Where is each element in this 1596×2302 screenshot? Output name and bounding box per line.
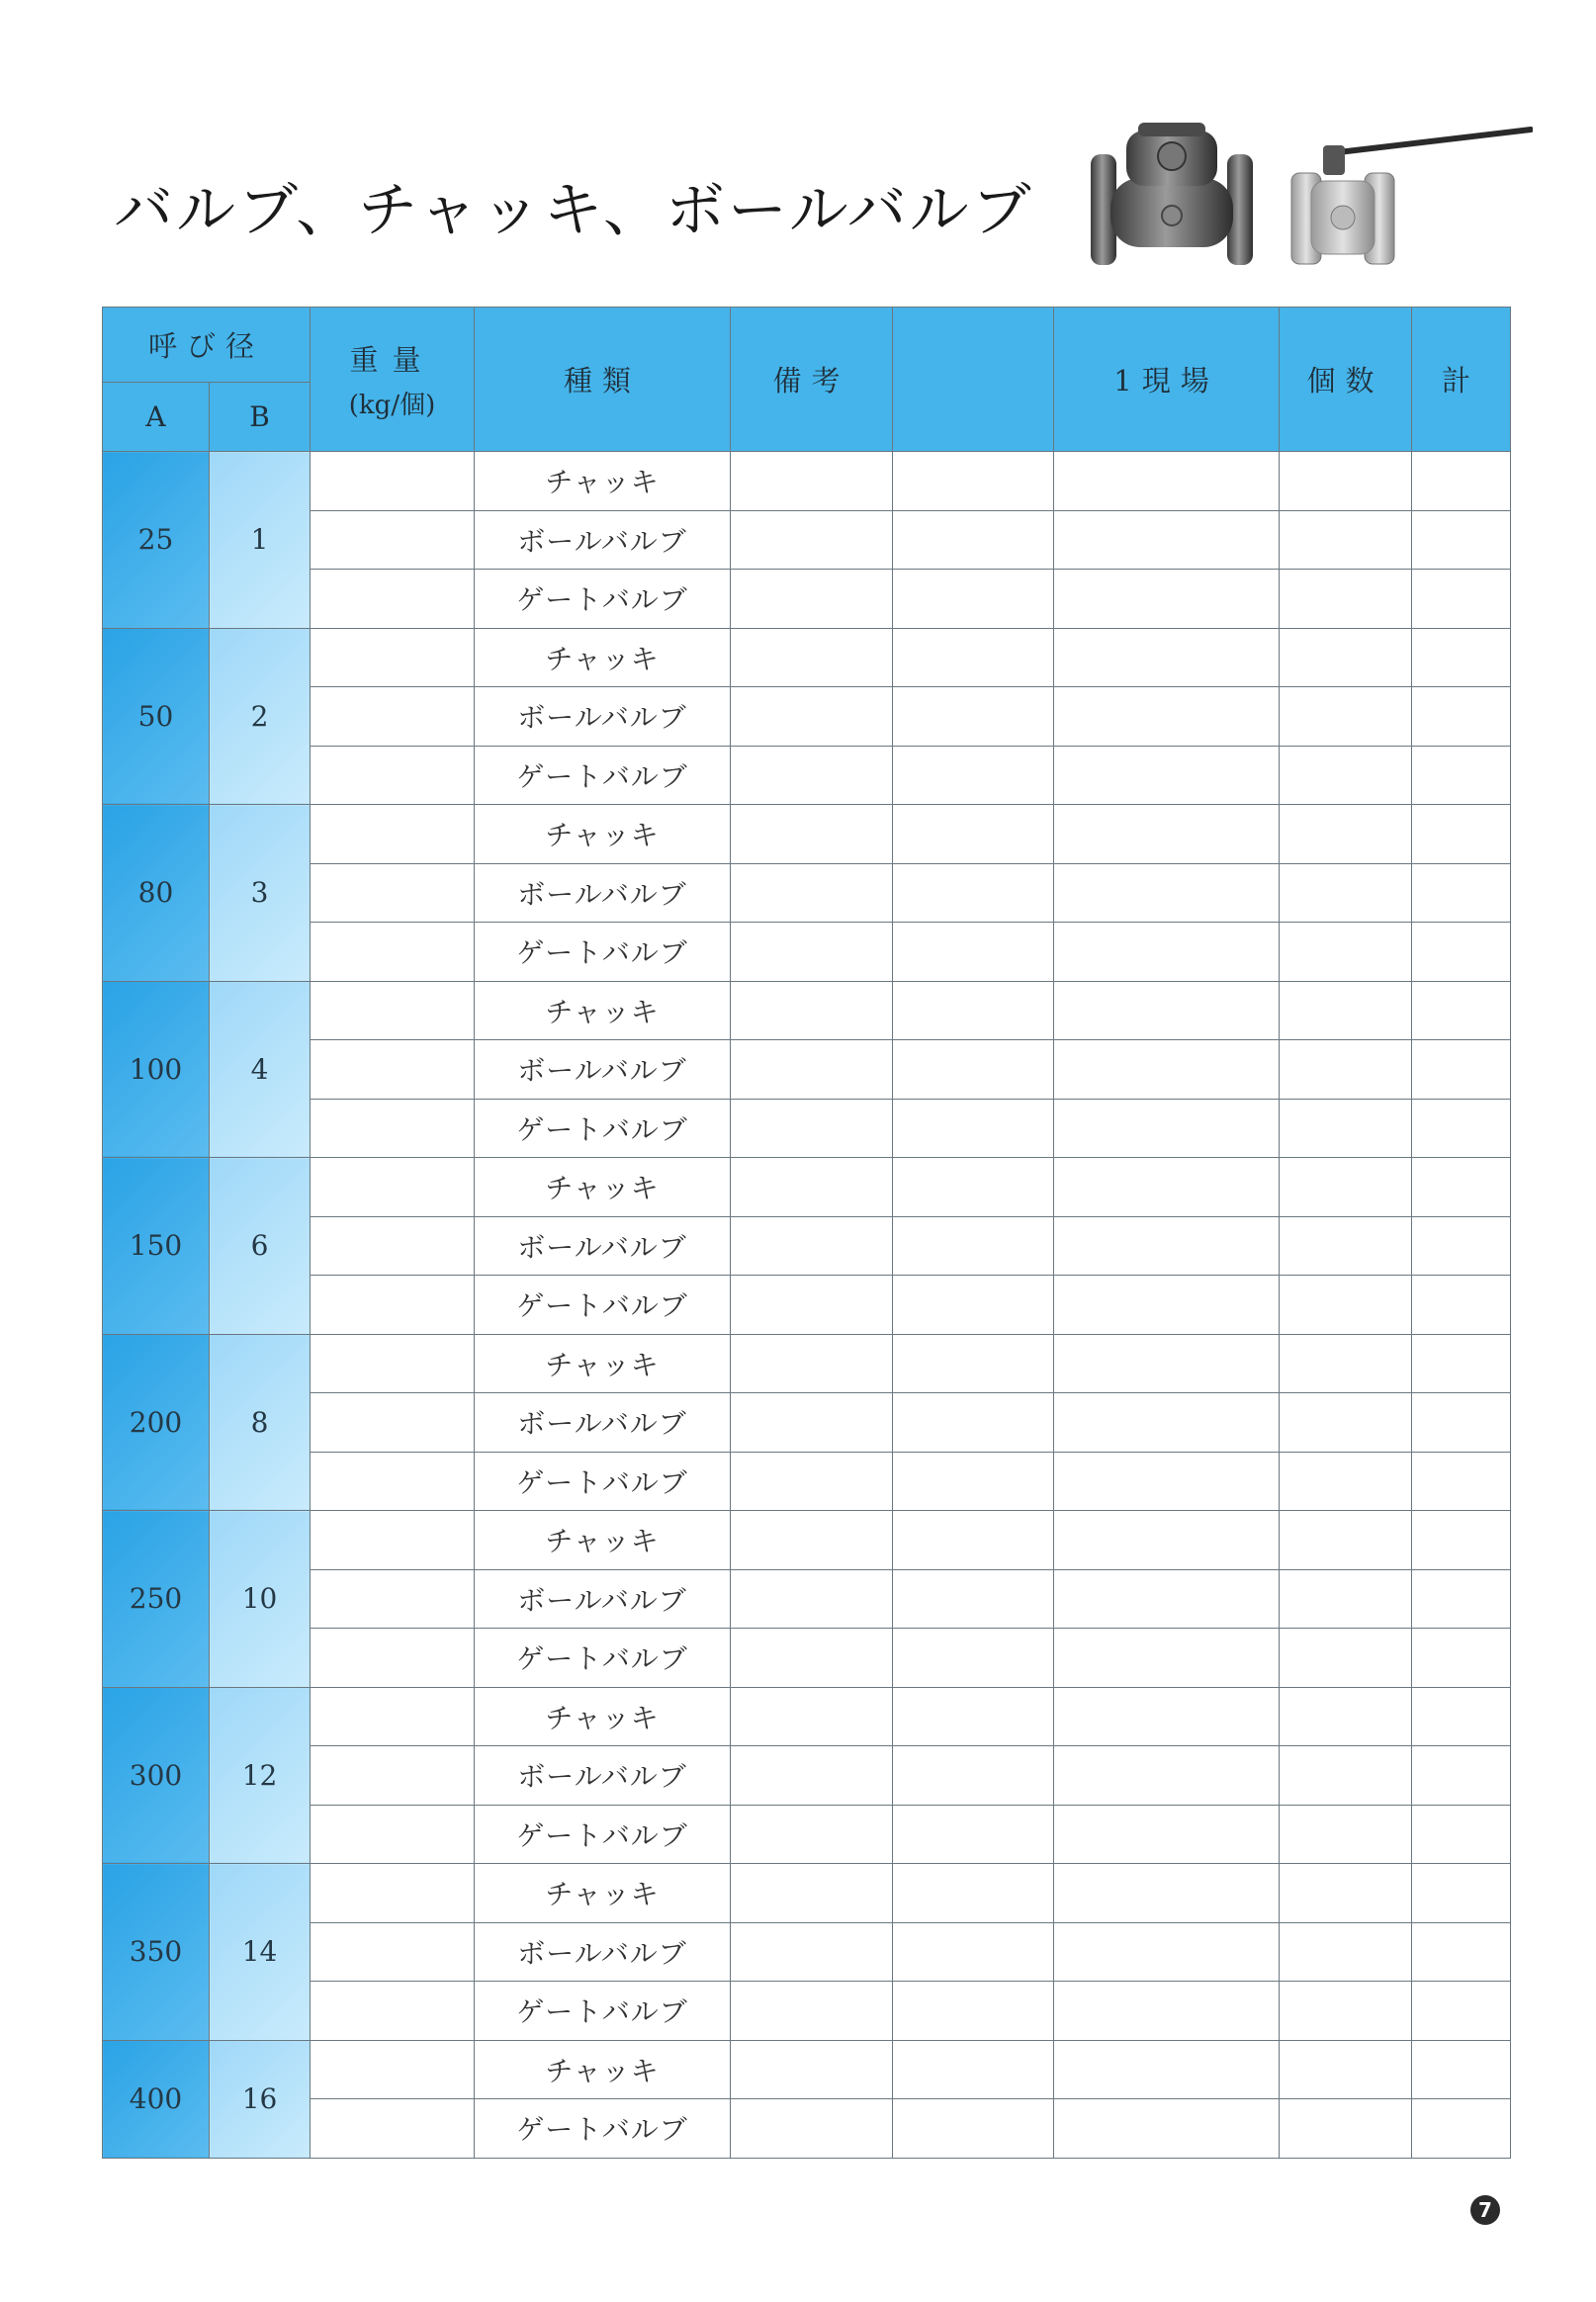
remarks-cell[interactable] xyxy=(731,452,893,511)
blank-cell[interactable] xyxy=(893,1922,1054,1982)
weight-cell[interactable] xyxy=(310,746,475,805)
count-cell[interactable] xyxy=(1280,570,1412,629)
size-a-cell: 150 xyxy=(103,1158,210,1335)
total-cell[interactable] xyxy=(1412,1334,1511,1393)
remarks-cell[interactable] xyxy=(731,1746,893,1806)
kind-cell: ゲートバルブ xyxy=(475,923,731,982)
blank-cell[interactable] xyxy=(893,452,1054,511)
weight-cell[interactable] xyxy=(310,570,475,629)
kind-cell: ボールバルブ xyxy=(475,510,731,570)
size-b-cell: 2 xyxy=(210,628,310,805)
per-site-cell[interactable] xyxy=(1054,687,1280,747)
kind-cell: ゲートバルブ xyxy=(475,1099,731,1158)
blank-cell[interactable] xyxy=(893,1276,1054,1335)
per-site-cell[interactable] xyxy=(1054,863,1280,923)
size-b-cell: 14 xyxy=(210,1864,310,2041)
per-site-cell[interactable] xyxy=(1054,805,1280,864)
total-cell[interactable] xyxy=(1412,1629,1511,1688)
weight-cell[interactable] xyxy=(310,1629,475,1688)
blank-cell[interactable] xyxy=(893,805,1054,864)
kind-cell: チャッキ xyxy=(475,452,731,511)
check-valve-photo xyxy=(1083,117,1261,275)
blank-cell[interactable] xyxy=(893,1864,1054,1923)
table-row xyxy=(103,805,1511,864)
weight-cell[interactable] xyxy=(310,510,475,570)
blank-cell[interactable] xyxy=(893,923,1054,982)
total-cell[interactable] xyxy=(1412,1864,1511,1923)
remarks-cell[interactable] xyxy=(731,687,893,747)
remarks-cell[interactable] xyxy=(731,863,893,923)
weight-cell[interactable] xyxy=(310,452,475,511)
count-cell[interactable] xyxy=(1280,1511,1412,1570)
table-row xyxy=(103,981,1511,1040)
table-row xyxy=(103,746,1511,805)
header-weight-unit: (kg/個) xyxy=(348,390,436,420)
blank-cell[interactable] xyxy=(893,570,1054,629)
count-cell[interactable] xyxy=(1280,1629,1412,1688)
kind-cell: ボールバルブ xyxy=(475,1569,731,1629)
kind-cell: ボールバルブ xyxy=(475,1216,731,1276)
table-row xyxy=(103,452,1511,511)
size-a-cell: 80 xyxy=(103,805,210,982)
weight-cell[interactable] xyxy=(310,1393,475,1453)
blank-cell[interactable] xyxy=(893,1746,1054,1806)
weight-cell[interactable] xyxy=(310,1746,475,1806)
blank-cell[interactable] xyxy=(893,1393,1054,1453)
table-row xyxy=(103,687,1511,747)
remarks-cell[interactable] xyxy=(731,1452,893,1511)
table-row xyxy=(103,510,1511,570)
per-site-cell[interactable] xyxy=(1054,2040,1280,2099)
blank-cell[interactable] xyxy=(893,628,1054,687)
per-site-cell[interactable] xyxy=(1054,1158,1280,1217)
table-row xyxy=(103,628,1511,687)
header-remarks: 備考 xyxy=(731,308,893,452)
header-per-site: 1現場 xyxy=(1054,308,1280,452)
table-row xyxy=(103,1746,1511,1806)
blank-cell[interactable] xyxy=(893,1805,1054,1864)
count-cell[interactable] xyxy=(1280,1569,1412,1629)
kind-cell: ボールバルブ xyxy=(475,687,731,747)
remarks-cell[interactable] xyxy=(731,570,893,629)
weight-cell[interactable] xyxy=(310,1452,475,1511)
table-row xyxy=(103,923,1511,982)
remarks-cell[interactable] xyxy=(731,510,893,570)
count-cell[interactable] xyxy=(1280,2099,1412,2159)
remarks-cell[interactable] xyxy=(731,1276,893,1335)
count-cell[interactable] xyxy=(1280,1040,1412,1100)
table-row xyxy=(103,1099,1511,1158)
remarks-cell[interactable] xyxy=(731,1216,893,1276)
count-cell[interactable] xyxy=(1280,1864,1412,1923)
table-row xyxy=(103,1216,1511,1276)
remarks-cell[interactable] xyxy=(731,805,893,864)
per-site-cell[interactable] xyxy=(1054,1393,1280,1453)
remarks-cell[interactable] xyxy=(731,1158,893,1217)
kind-cell: ボールバルブ xyxy=(475,1922,731,1982)
blank-cell[interactable] xyxy=(893,1569,1054,1629)
count-cell[interactable] xyxy=(1280,981,1412,1040)
table-row xyxy=(103,1864,1511,1923)
total-cell[interactable] xyxy=(1412,746,1511,805)
size-a-cell: 50 xyxy=(103,628,210,805)
blank-cell[interactable] xyxy=(893,1629,1054,1688)
kind-cell: チャッキ xyxy=(475,805,731,864)
weight-cell[interactable] xyxy=(310,1040,475,1100)
count-cell[interactable] xyxy=(1280,1687,1412,1746)
kind-cell: チャッキ xyxy=(475,1158,731,1217)
remarks-cell[interactable] xyxy=(731,1982,893,2041)
weight-cell[interactable] xyxy=(310,1982,475,2041)
total-cell[interactable] xyxy=(1412,628,1511,687)
header-b: B xyxy=(210,383,310,452)
size-b-cell: 10 xyxy=(210,1511,310,1688)
count-cell[interactable] xyxy=(1280,1746,1412,1806)
weight-cell[interactable] xyxy=(310,1511,475,1570)
per-site-cell[interactable] xyxy=(1054,1982,1280,2041)
remarks-cell[interactable] xyxy=(731,1629,893,1688)
blank-cell[interactable] xyxy=(893,1452,1054,1511)
count-cell[interactable] xyxy=(1280,746,1412,805)
table-row xyxy=(103,1569,1511,1629)
blank-cell[interactable] xyxy=(893,1216,1054,1276)
per-site-cell[interactable] xyxy=(1054,1452,1280,1511)
per-site-cell[interactable] xyxy=(1054,452,1280,511)
remarks-cell[interactable] xyxy=(731,923,893,982)
per-site-cell[interactable] xyxy=(1054,1099,1280,1158)
weight-cell[interactable] xyxy=(310,1687,475,1746)
per-site-cell[interactable] xyxy=(1054,923,1280,982)
remarks-cell[interactable] xyxy=(731,2040,893,2099)
per-site-cell[interactable] xyxy=(1054,1805,1280,1864)
blank-cell[interactable] xyxy=(893,1040,1054,1100)
remarks-cell[interactable] xyxy=(731,1569,893,1629)
header-weight xyxy=(310,308,475,452)
size-b-cell: 12 xyxy=(210,1687,310,1864)
weight-cell[interactable] xyxy=(310,1276,475,1335)
blank-cell[interactable] xyxy=(893,981,1054,1040)
total-cell[interactable] xyxy=(1412,1040,1511,1100)
table-body xyxy=(103,452,1511,2159)
blank-cell[interactable] xyxy=(893,1158,1054,1217)
kind-cell: ゲートバルブ xyxy=(475,1452,731,1511)
remarks-cell[interactable] xyxy=(731,1864,893,1923)
kind-cell: ボールバルブ xyxy=(475,1040,731,1100)
table-row xyxy=(103,1511,1511,1570)
table-row xyxy=(103,1452,1511,1511)
total-cell[interactable] xyxy=(1412,981,1511,1040)
blank-cell[interactable] xyxy=(893,1334,1054,1393)
per-site-cell[interactable] xyxy=(1054,1334,1280,1393)
per-site-cell[interactable] xyxy=(1054,570,1280,629)
remarks-cell[interactable] xyxy=(731,2099,893,2159)
size-a-cell: 25 xyxy=(103,452,210,629)
per-site-cell[interactable] xyxy=(1054,1864,1280,1923)
count-cell[interactable] xyxy=(1280,1099,1412,1158)
weight-cell[interactable] xyxy=(310,1569,475,1629)
total-cell[interactable] xyxy=(1412,687,1511,747)
per-site-cell[interactable] xyxy=(1054,628,1280,687)
table-row xyxy=(103,2040,1511,2099)
weight-cell[interactable] xyxy=(310,687,475,747)
kind-cell: ゲートバルブ xyxy=(475,570,731,629)
remarks-cell[interactable] xyxy=(731,746,893,805)
blank-cell[interactable] xyxy=(893,1982,1054,2041)
count-cell[interactable] xyxy=(1280,452,1412,511)
size-b-cell: 1 xyxy=(210,452,310,629)
per-site-cell[interactable] xyxy=(1054,2099,1280,2159)
per-site-cell[interactable] xyxy=(1054,1511,1280,1570)
per-site-cell[interactable] xyxy=(1054,510,1280,570)
kind-cell: ゲートバルブ xyxy=(475,2099,731,2159)
size-a-cell: 200 xyxy=(103,1334,210,1511)
table-row xyxy=(103,863,1511,923)
count-cell[interactable] xyxy=(1280,1922,1412,1982)
size-b-cell: 16 xyxy=(210,2040,310,2158)
table-row xyxy=(103,1393,1511,1453)
remarks-cell[interactable] xyxy=(731,1687,893,1746)
total-cell[interactable] xyxy=(1412,1276,1511,1335)
size-b-cell: 4 xyxy=(210,981,310,1158)
header-count: 個数 xyxy=(1280,308,1412,452)
count-cell[interactable] xyxy=(1280,628,1412,687)
count-cell[interactable] xyxy=(1280,1982,1412,2041)
total-cell[interactable] xyxy=(1412,1216,1511,1276)
blank-cell[interactable] xyxy=(893,746,1054,805)
weight-cell[interactable] xyxy=(310,628,475,687)
total-cell[interactable] xyxy=(1412,1922,1511,1982)
kind-cell: ゲートバルブ xyxy=(475,1982,731,2041)
table-row xyxy=(103,1687,1511,1746)
blank-cell[interactable] xyxy=(893,863,1054,923)
table-row xyxy=(103,1982,1511,2041)
kind-cell: ボールバルブ xyxy=(475,1393,731,1453)
kind-cell: ゲートバルブ xyxy=(475,1805,731,1864)
remarks-cell[interactable] xyxy=(731,1393,893,1453)
total-cell[interactable] xyxy=(1412,1569,1511,1629)
kind-cell: チャッキ xyxy=(475,628,731,687)
header-a: A xyxy=(103,383,210,452)
total-cell[interactable] xyxy=(1412,452,1511,511)
count-cell[interactable] xyxy=(1280,1276,1412,1335)
kind-cell: ゲートバルブ xyxy=(475,1276,731,1335)
size-a-cell: 100 xyxy=(103,981,210,1158)
per-site-cell[interactable] xyxy=(1054,981,1280,1040)
remarks-cell[interactable] xyxy=(731,628,893,687)
size-a-cell: 300 xyxy=(103,1687,210,1864)
per-site-cell[interactable] xyxy=(1054,1276,1280,1335)
blank-cell[interactable] xyxy=(893,1687,1054,1746)
kind-cell: ゲートバルブ xyxy=(475,1629,731,1688)
table-row xyxy=(103,1629,1511,1688)
kind-cell: チャッキ xyxy=(475,1864,731,1923)
blank-cell[interactable] xyxy=(893,510,1054,570)
total-cell[interactable] xyxy=(1412,1452,1511,1511)
header-weight-label: 重量 xyxy=(349,342,435,377)
table-row xyxy=(103,1158,1511,1217)
weight-cell[interactable] xyxy=(310,1216,475,1276)
count-cell[interactable] xyxy=(1280,1216,1412,1276)
page-number: 7 xyxy=(1470,2195,1500,2225)
remarks-cell[interactable] xyxy=(731,981,893,1040)
blank-cell[interactable] xyxy=(893,2040,1054,2099)
total-cell[interactable] xyxy=(1412,2099,1511,2159)
table-row xyxy=(103,1922,1511,1982)
header-blank xyxy=(893,308,1054,452)
size-b-cell: 8 xyxy=(210,1334,310,1511)
page-title: バルブ、チャッキ、ボールバルブ xyxy=(114,176,1034,245)
weight-cell[interactable] xyxy=(310,863,475,923)
size-b-cell: 6 xyxy=(210,1158,310,1335)
weight-cell[interactable] xyxy=(310,1805,475,1864)
remarks-cell[interactable] xyxy=(731,1040,893,1100)
size-b-cell: 3 xyxy=(210,805,310,982)
per-site-cell[interactable] xyxy=(1054,1569,1280,1629)
weight-cell[interactable] xyxy=(310,981,475,1040)
blank-cell[interactable] xyxy=(893,1511,1054,1570)
total-cell[interactable] xyxy=(1412,1687,1511,1746)
header-total: 計 xyxy=(1412,308,1511,452)
total-cell[interactable] xyxy=(1412,863,1511,923)
weight-cell[interactable] xyxy=(310,1334,475,1393)
weight-cell[interactable] xyxy=(310,2099,475,2159)
table-row xyxy=(103,1276,1511,1335)
total-cell[interactable] xyxy=(1412,1511,1511,1570)
valve-table xyxy=(102,307,1511,2159)
header-nominal-diameter: 呼び径 xyxy=(103,308,310,383)
kind-cell: チャッキ xyxy=(475,1511,731,1570)
total-cell[interactable] xyxy=(1412,1982,1511,2041)
table-row xyxy=(103,1040,1511,1100)
weight-cell[interactable] xyxy=(310,2040,475,2099)
count-cell[interactable] xyxy=(1280,1452,1412,1511)
count-cell[interactable] xyxy=(1280,1805,1412,1864)
count-cell[interactable] xyxy=(1280,510,1412,570)
total-cell[interactable] xyxy=(1412,510,1511,570)
remarks-cell[interactable] xyxy=(731,1805,893,1864)
weight-cell[interactable] xyxy=(310,805,475,864)
table-row xyxy=(103,1805,1511,1864)
remarks-cell[interactable] xyxy=(731,1511,893,1570)
count-cell[interactable] xyxy=(1280,863,1412,923)
total-cell[interactable] xyxy=(1412,1099,1511,1158)
per-site-cell[interactable] xyxy=(1054,1216,1280,1276)
per-site-cell[interactable] xyxy=(1054,746,1280,805)
count-cell[interactable] xyxy=(1280,1393,1412,1453)
remarks-cell[interactable] xyxy=(731,1922,893,1982)
per-site-cell[interactable] xyxy=(1054,1746,1280,1806)
count-cell[interactable] xyxy=(1280,687,1412,747)
total-cell[interactable] xyxy=(1412,1393,1511,1453)
per-site-cell[interactable] xyxy=(1054,1922,1280,1982)
ball-valve-photo xyxy=(1286,124,1533,272)
total-cell[interactable] xyxy=(1412,1158,1511,1217)
table-row xyxy=(103,570,1511,629)
table-row xyxy=(103,2099,1511,2159)
kind-cell: チャッキ xyxy=(475,981,731,1040)
total-cell[interactable] xyxy=(1412,1746,1511,1806)
header-kind: 種類 xyxy=(475,308,731,452)
blank-cell[interactable] xyxy=(893,2099,1054,2159)
kind-cell: ボールバルブ xyxy=(475,1746,731,1806)
per-site-cell[interactable] xyxy=(1054,1040,1280,1100)
kind-cell: チャッキ xyxy=(475,1687,731,1746)
count-cell[interactable] xyxy=(1280,1158,1412,1217)
per-site-cell[interactable] xyxy=(1054,1629,1280,1688)
remarks-cell[interactable] xyxy=(731,1334,893,1393)
count-cell[interactable] xyxy=(1280,2040,1412,2099)
per-site-cell[interactable] xyxy=(1054,1687,1280,1746)
size-a-cell: 400 xyxy=(103,2040,210,2158)
total-cell[interactable] xyxy=(1412,2040,1511,2099)
size-a-cell: 250 xyxy=(103,1511,210,1688)
total-cell[interactable] xyxy=(1412,923,1511,982)
weight-cell[interactable] xyxy=(310,1158,475,1217)
count-cell[interactable] xyxy=(1280,923,1412,982)
kind-cell: ゲートバルブ xyxy=(475,746,731,805)
blank-cell[interactable] xyxy=(893,687,1054,747)
kind-cell: ボールバルブ xyxy=(475,863,731,923)
blank-cell[interactable] xyxy=(893,1099,1054,1158)
weight-cell[interactable] xyxy=(310,923,475,982)
kind-cell: チャッキ xyxy=(475,1334,731,1393)
total-cell[interactable] xyxy=(1412,1805,1511,1864)
total-cell[interactable] xyxy=(1412,570,1511,629)
size-a-cell: 350 xyxy=(103,1864,210,2041)
remarks-cell[interactable] xyxy=(731,1099,893,1158)
weight-cell[interactable] xyxy=(310,1099,475,1158)
count-cell[interactable] xyxy=(1280,1334,1412,1393)
kind-cell: チャッキ xyxy=(475,2040,731,2099)
weight-cell[interactable] xyxy=(310,1864,475,1923)
total-cell[interactable] xyxy=(1412,805,1511,864)
table-row xyxy=(103,1334,1511,1393)
count-cell[interactable] xyxy=(1280,805,1412,864)
weight-cell[interactable] xyxy=(310,1922,475,1982)
